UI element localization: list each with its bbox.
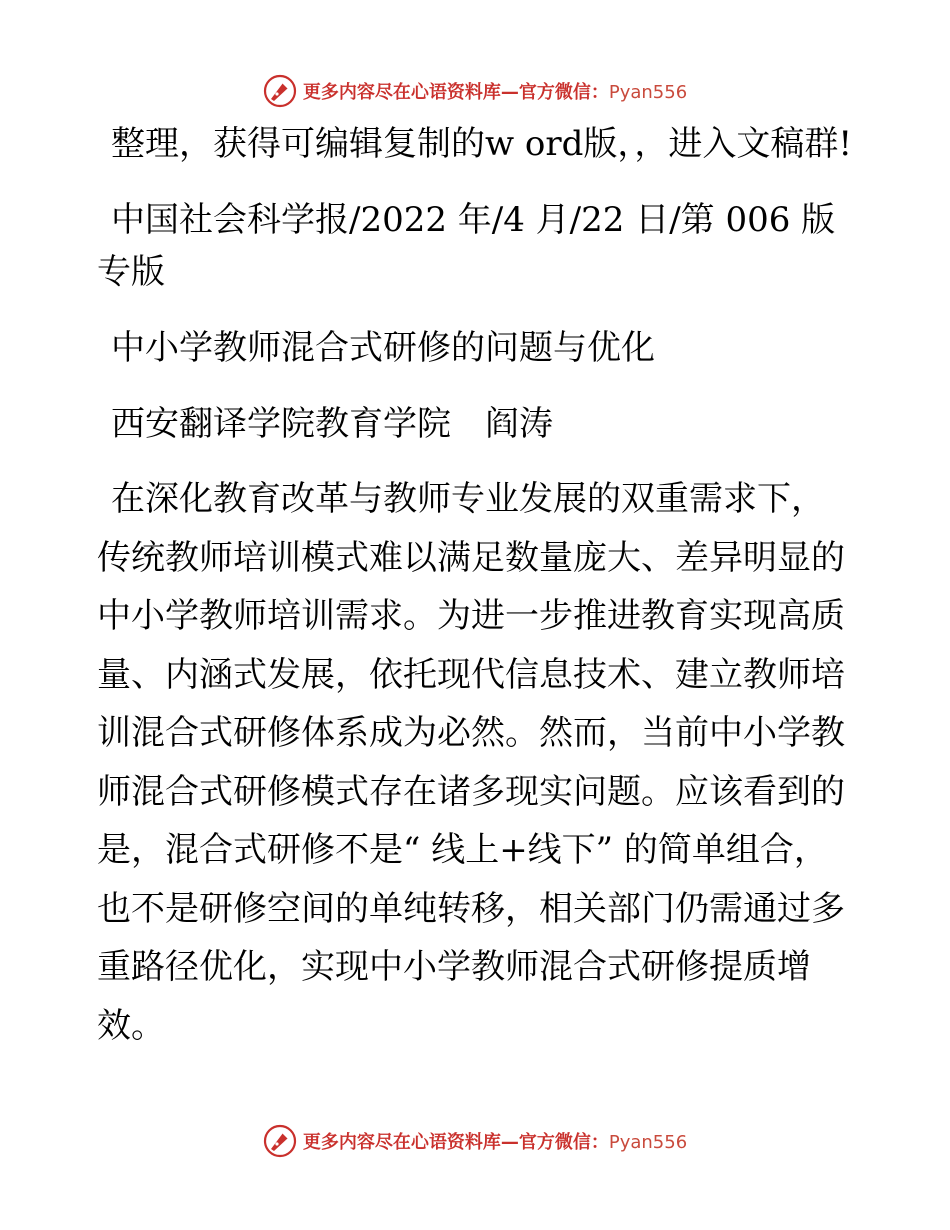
author-line: 西安翻译学院教育学院 阎涛: [111, 404, 553, 444]
article-title: 中小学教师混合式研修的问题与优化: [111, 328, 655, 368]
footer-banner-text: 更多内容尽在心语资料库—官方微信：Pyan556: [302, 1132, 688, 1153]
source-line: 中国社会科学报/2022 年/4 月/22 日/第 006 版专版: [97, 200, 836, 292]
pen-nib-logo-icon: [263, 74, 297, 108]
header-banner: [0, 71, 950, 111]
header-wechat-id: Pyan556: [608, 82, 688, 103]
header-banner-text: 更多内容尽在心语资料库—官方微信：Pyan556: [302, 82, 688, 103]
document-content: [97, 118, 857, 1079]
pen-nib-logo-icon: [263, 1124, 297, 1158]
footer-banner: [0, 1121, 950, 1161]
intro-paragraph: 整理，获得可编辑复制的w ord版，，进入文稿群!: [111, 124, 853, 164]
body-paragraph: 在深化教育改革与教师专业发展的双重需求下，传统教师培训模式难以满足数量庞大、差异明显的中小学教师培训需求。为进一步推进教育实现高质量、内涵式发展，依托现代信息技术、建立教师培训混合式研修体系成为必然。然而，当前中小学教师混合式研修模式存在诸多现实问题。应该看到的是，混合式研修不是“ 线上+线下” 的简单组合，也不是研修空间的单纯转移，相关部门仍需通过多重路径优化，实现中小学教师混合式研修提质增效。: [97, 479, 845, 1046]
footer-wechat-id: Pyan556: [608, 1132, 688, 1153]
